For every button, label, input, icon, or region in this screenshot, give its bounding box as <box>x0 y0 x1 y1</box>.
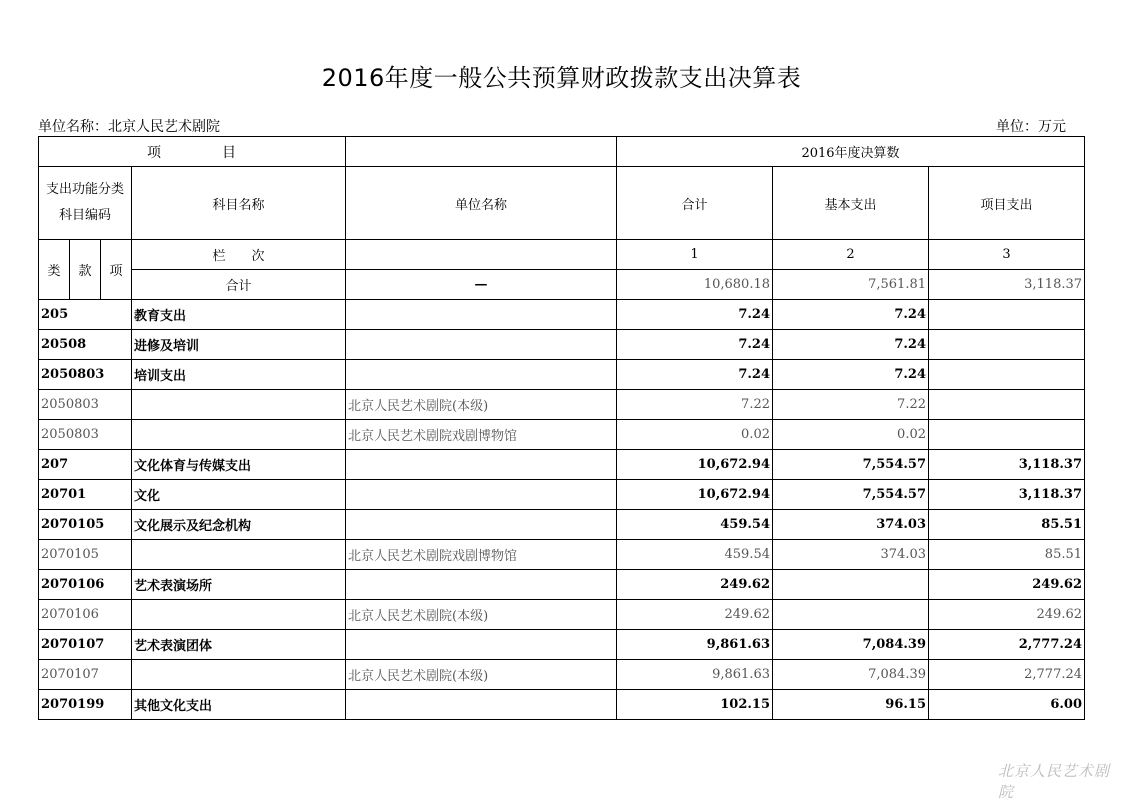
row-basic <box>773 600 929 630</box>
header-kuan: 款 <box>70 240 101 300</box>
row-basic: 374.03 <box>773 540 929 570</box>
row-org-name <box>346 330 617 360</box>
table-row <box>39 360 1085 390</box>
page-title: 2016年度一般公共预算财政拨款支出决算表 <box>321 64 802 92</box>
table-row <box>39 690 1085 720</box>
header-total: 合计 <box>617 167 773 240</box>
row-total: 459.54 <box>617 510 773 540</box>
row-basic: 7,084.39 <box>773 630 929 660</box>
row-code: 2070106 <box>39 600 132 630</box>
row-basic <box>773 570 929 600</box>
row-subject-name <box>132 660 346 690</box>
row-total: 9,861.63 <box>617 630 773 660</box>
row-org-name: 北京人民艺术剧院(本级) <box>346 600 617 630</box>
header-xiang: 项 <box>101 240 132 300</box>
row-subject-name: 文化体育与传媒支出 <box>132 450 346 480</box>
row-total: 249.62 <box>617 570 773 600</box>
row-org-name: 北京人民艺术剧院戏剧博物馆 <box>346 420 617 450</box>
row-code: 207 <box>39 450 132 480</box>
total-basic: 7,561.81 <box>773 270 929 300</box>
row-project: 6.00 <box>929 690 1085 720</box>
header-subject-name: 科目名称 <box>132 167 346 240</box>
row-total: 9,861.63 <box>617 660 773 690</box>
header-blank <box>346 137 617 167</box>
row-org-name <box>346 360 617 390</box>
total-label: 合计 <box>132 270 346 300</box>
total-org: — <box>346 270 617 300</box>
row-project <box>929 330 1085 360</box>
row-code: 2070105 <box>39 540 132 570</box>
row-basic: 7.24 <box>773 360 929 390</box>
total-amount: 10,680.18 <box>617 270 773 300</box>
table-row <box>39 390 1085 420</box>
row-basic: 7.22 <box>773 390 929 420</box>
header-row-2 <box>39 167 1085 240</box>
header-col2: 2 <box>773 240 929 270</box>
header-final-accounts: 2016年度决算数 <box>617 137 1085 167</box>
row-org-name <box>346 510 617 540</box>
watermark-logo: 北京人民艺术剧院 <box>998 762 1111 801</box>
header-row-3 <box>39 240 1085 270</box>
table-row <box>39 660 1085 690</box>
row-project <box>929 390 1085 420</box>
row-subject-name: 文化 <box>132 480 346 510</box>
row-subject-name <box>132 420 346 450</box>
row-basic: 7.24 <box>773 300 929 330</box>
row-code: 2070106 <box>39 570 132 600</box>
row-total: 7.22 <box>617 390 773 420</box>
row-subject-name <box>132 600 346 630</box>
row-basic: 374.03 <box>773 510 929 540</box>
row-org-name <box>346 450 617 480</box>
row-project: 2,777.24 <box>929 660 1085 690</box>
row-code: 2050803 <box>39 420 132 450</box>
row-subject-name: 培训支出 <box>132 360 346 390</box>
row-org-name <box>346 480 617 510</box>
unit-name-label: 单位名称：北京人民艺术剧院 <box>38 119 220 135</box>
row-basic: 7,084.39 <box>773 660 929 690</box>
table-row <box>39 540 1085 570</box>
row-project: 249.62 <box>929 600 1085 630</box>
row-project: 85.51 <box>929 540 1085 570</box>
header-org-name: 单位名称 <box>346 167 617 240</box>
row-code: 2070199 <box>39 690 132 720</box>
total-project: 3,118.37 <box>929 270 1085 300</box>
header-row-1 <box>39 137 1085 167</box>
row-project <box>929 420 1085 450</box>
row-org-name <box>346 630 617 660</box>
table-row <box>39 570 1085 600</box>
row-code: 205 <box>39 300 132 330</box>
row-subject-name: 艺术表演团体 <box>132 630 346 660</box>
row-basic: 7.24 <box>773 330 929 360</box>
row-subject-name: 文化展示及纪念机构 <box>132 510 346 540</box>
row-project: 3,118.37 <box>929 480 1085 510</box>
row-total: 0.02 <box>617 420 773 450</box>
table-row <box>39 330 1085 360</box>
row-subject-name: 其他文化支出 <box>132 690 346 720</box>
table-row <box>39 600 1085 630</box>
table-row <box>39 420 1085 450</box>
header-project: 项目支出 <box>929 167 1085 240</box>
row-code: 2070107 <box>39 660 132 690</box>
total-row <box>39 270 1085 300</box>
header-blank-2 <box>346 240 617 270</box>
row-basic: 96.15 <box>773 690 929 720</box>
table-row <box>39 450 1085 480</box>
row-total: 10,672.94 <box>617 480 773 510</box>
row-project <box>929 360 1085 390</box>
row-project: 2,777.24 <box>929 630 1085 660</box>
header-basic: 基本支出 <box>773 167 929 240</box>
row-code: 20701 <box>39 480 132 510</box>
row-subject-name: 进修及培训 <box>132 330 346 360</box>
row-org-name: 北京人民艺术剧院(本级) <box>346 390 617 420</box>
table-row <box>39 480 1085 510</box>
row-org-name: 北京人民艺术剧院戏剧博物馆 <box>346 540 617 570</box>
row-project: 249.62 <box>929 570 1085 600</box>
header-col3: 3 <box>929 240 1085 270</box>
row-total: 7.24 <box>617 330 773 360</box>
row-subject-name <box>132 390 346 420</box>
row-project <box>929 300 1085 330</box>
row-project: 3,118.37 <box>929 450 1085 480</box>
table-row <box>39 630 1085 660</box>
row-subject-name: 艺术表演场所 <box>132 570 346 600</box>
row-subject-name: 教育支出 <box>132 300 346 330</box>
row-total: 7.24 <box>617 360 773 390</box>
currency-unit-label: 单位：万元 <box>996 119 1066 135</box>
row-total: 102.15 <box>617 690 773 720</box>
row-code: 2050803 <box>39 390 132 420</box>
table-row <box>39 510 1085 540</box>
header-func-code: 支出功能分类科目编码 <box>39 167 132 240</box>
row-code: 2050803 <box>39 360 132 390</box>
row-org-name <box>346 570 617 600</box>
row-total: 10,672.94 <box>617 450 773 480</box>
header-col1: 1 <box>617 240 773 270</box>
row-basic: 7,554.57 <box>773 450 929 480</box>
row-code: 2070107 <box>39 630 132 660</box>
row-basic: 7,554.57 <box>773 480 929 510</box>
header-lanci: 栏 次 <box>132 240 346 270</box>
table-row <box>39 300 1085 330</box>
row-org-name <box>346 690 617 720</box>
row-org-name: 北京人民艺术剧院(本级) <box>346 660 617 690</box>
row-basic: 0.02 <box>773 420 929 450</box>
header-item: 项 目 <box>39 137 346 167</box>
row-org-name <box>346 300 617 330</box>
expenditure-table <box>38 136 1085 720</box>
header-lei: 类 <box>39 240 70 300</box>
row-code: 2070105 <box>39 510 132 540</box>
row-project: 85.51 <box>929 510 1085 540</box>
row-subject-name <box>132 540 346 570</box>
row-total: 459.54 <box>617 540 773 570</box>
row-code: 20508 <box>39 330 132 360</box>
row-total: 7.24 <box>617 300 773 330</box>
row-total: 249.62 <box>617 600 773 630</box>
